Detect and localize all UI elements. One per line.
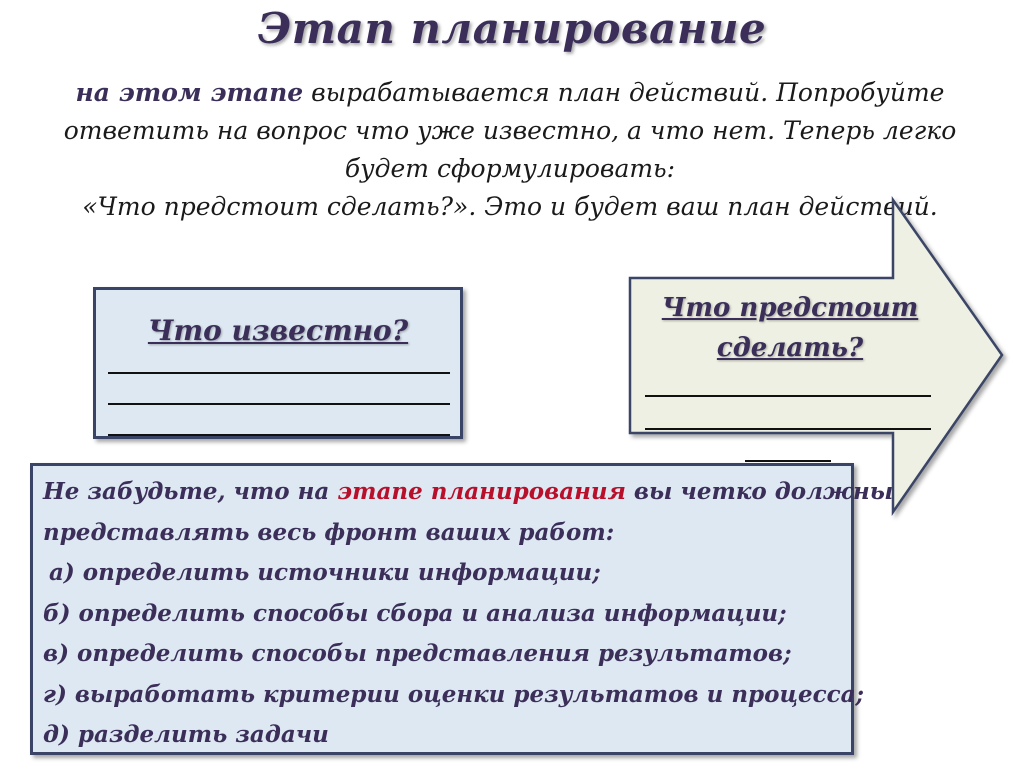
reminder-item: а) определить источники информации; [49, 559, 601, 586]
known-blank-line-1 [108, 372, 450, 374]
known-box [93, 287, 463, 439]
todo-arrow-title: Что предстоит сделать? [661, 293, 919, 363]
todo-blank-line-2 [645, 428, 931, 430]
reminder-line-1 [43, 472, 894, 513]
todo-blank-line-3 [745, 460, 831, 462]
reminder-lead: Не забудьте, что на [43, 478, 338, 505]
intro-text-part2: «Что предстоит сделать?». Это и будет ваш план действий. [82, 192, 938, 221]
known-blank-line-2 [108, 403, 450, 405]
reminder-tail: вы четко должны [625, 478, 894, 505]
reminder-item: г) выработать критерии оценки результатов и процесса; [43, 680, 864, 708]
intro-text-part1: вырабатывается план действий. Попробуйте ответить на вопрос что уже известно, а что нет. Теперь легко будет сформулировать: [63, 78, 957, 183]
slide-title: Этап планирование [257, 4, 767, 53]
known-blank-line-3 [108, 434, 450, 436]
known-box-title: Что известно? [147, 314, 409, 347]
reminder-item: д) разделить задачи [43, 721, 329, 748]
intro-emphasis: на этом этапе [75, 78, 304, 107]
todo-blank-line-1 [645, 395, 931, 397]
reminder-highlight: этапе планирования [337, 478, 626, 505]
reminder-text [43, 472, 894, 756]
reminder-box [30, 463, 894, 755]
reminder-item: б) определить способы сбора и анализа информации; [43, 599, 787, 627]
reminder-line-2: представлять весь фронт ваших работ: [43, 518, 615, 546]
reminder-item: в) определить способы представления результатов; [43, 640, 792, 667]
